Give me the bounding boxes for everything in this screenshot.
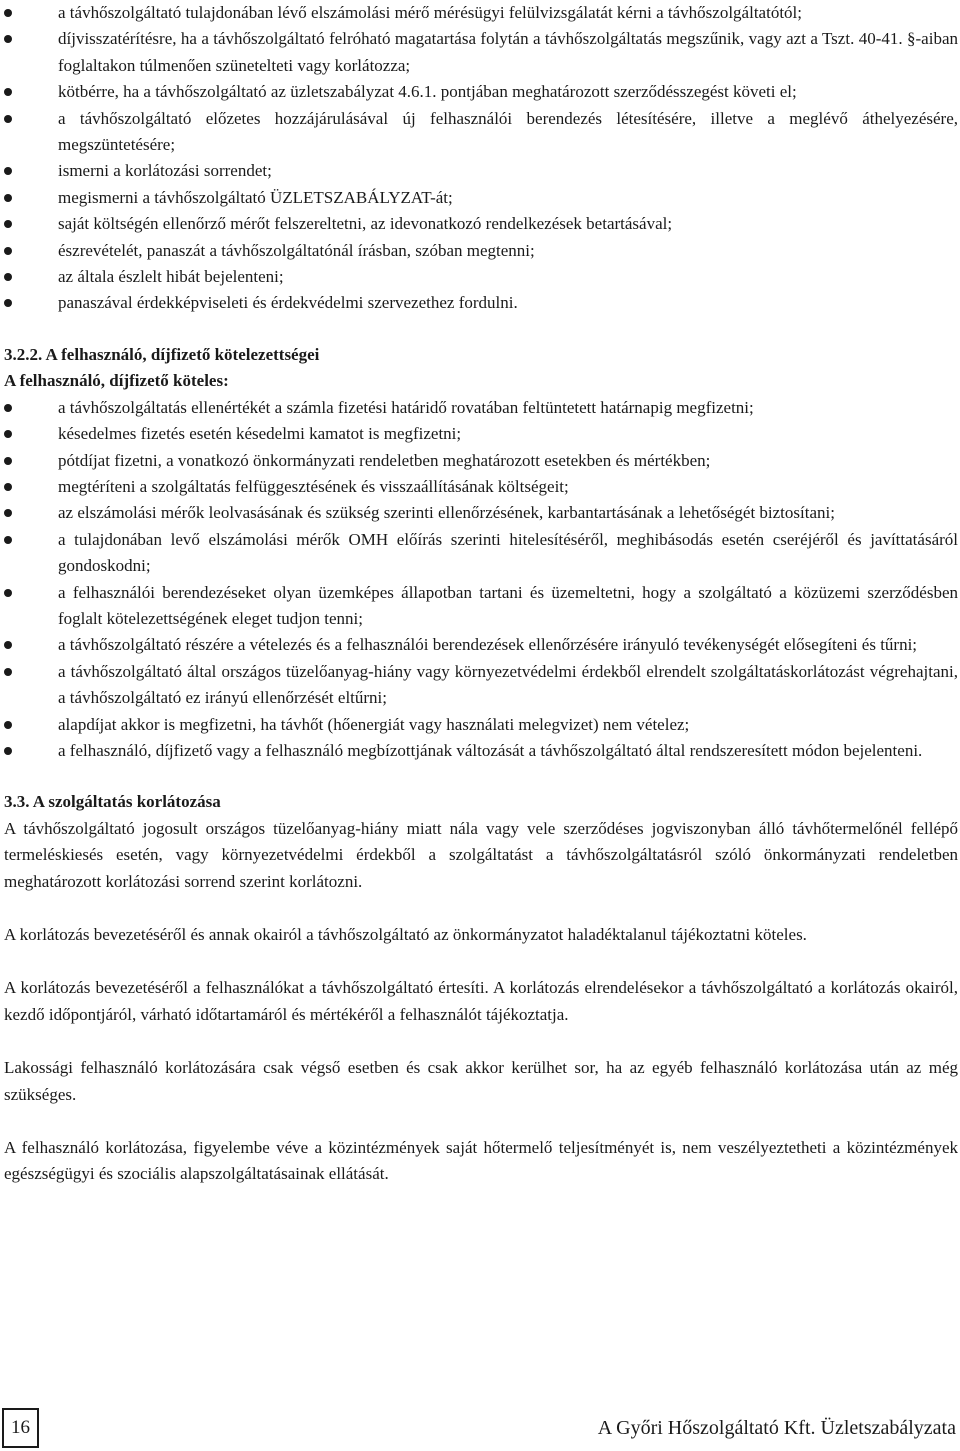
paragraph: A korlátozás bevezetéséről és annak okairól a távhőszolgáltató az önkormányzatot haladéktalanul tájékoztatni köteles. bbox=[4, 925, 807, 944]
obligations-list bbox=[4, 395, 958, 765]
list-item: a távhőszolgáltatás ellenértékét a számla fizetési határidő rovatában feltüntetett határnapig megfizetni; bbox=[4, 395, 958, 421]
list-item: a távhőszolgáltató által országos tüzelőanyag-hiány vagy környezetvédelmi érdekből elrendelt szolgáltatáskorlátozást végrehajtani, a távhőszolgáltató ez irányú ellenőrzését eltűrni; bbox=[4, 659, 958, 712]
paragraph: A távhőszolgáltató jogosult országos tüzelőanyag-hiány miatt nála vagy vele szerződéses jogviszonyban álló távhőtermelőnél fellépő termeléskiesés esetén, vagy környezetvédelmi érdekből a szolgáltatást a távhőszolgáltatásról szóló önkormányzati rendeletben meghatározott korlátozási sorrend szerint korlátozni. bbox=[4, 818, 958, 891]
list-item: a távhőszolgáltató tulajdonában lévő elszámolási mérő mérésügyi felülvizsgálatát kérni a távhőszolgáltatótól; bbox=[4, 0, 958, 26]
section-heading: 3.3. A szolgáltatás korlátozása bbox=[4, 792, 221, 812]
list-item: díjvisszatérítésre, ha a távhőszolgáltató felróható magatartása folytán a távhőszolgáltatás megszűnik, vagy azt a Tszt. 40-41. §-aiban foglaltakon túlmenően szünetelteti vagy korlátozza; bbox=[4, 26, 958, 79]
paragraph: Lakossági felhasználó korlátozására csak végső esetben és csak akkor kerülhet sor, ha az egyéb felhasználó korlátozása után az még szükséges. bbox=[4, 1058, 958, 1104]
list-item: kötbérre, ha a távhőszolgáltató az üzletszabályzat 4.6.1. pontjában meghatározott szerződésszegést követi el; bbox=[4, 79, 958, 105]
page-number: 16 bbox=[2, 1408, 39, 1448]
list-item: késedelmes fizetés esetén késedelmi kamatot is megfizetni; bbox=[4, 421, 958, 447]
list-item: megismerni a távhőszolgáltató ÜZLETSZABÁLYZAT-át; bbox=[4, 185, 958, 211]
list-item: az elszámolási mérők leolvasásának és szükség szerinti ellenőrzésének, karbantartásának a lehetőségét biztosítani; bbox=[4, 500, 958, 526]
rights-list bbox=[4, 0, 958, 317]
list-item: alapdíjat akkor is megfizetni, ha távhőt (hőenergiát vagy használati melegvizet) nem vételez; bbox=[4, 712, 958, 738]
list-item: pótdíjat fizetni, a vonatkozó önkormányzati rendeletben meghatározott esetekben és mértékben; bbox=[4, 448, 958, 474]
list-item: panaszával érdekképviseleti és érdekvédelmi szervezethez fordulni. bbox=[4, 290, 958, 316]
list-item: a távhőszolgáltató előzetes hozzájárulásával új felhasználói berendezés létesítésére, illetve a meglévő áthelyezésére, megszüntetésére; bbox=[4, 106, 958, 159]
list-item: észrevételét, panaszát a távhőszolgáltatónál írásban, szóban megtenni; bbox=[4, 238, 958, 264]
list-item: ismerni a korlátozási sorrendet; bbox=[4, 158, 958, 184]
list-item: a távhőszolgáltató részére a vételezés és a felhasználói berendezések ellenőrzésére irányuló tevékenységét elősegíteni és tűrni; bbox=[4, 632, 958, 658]
document-page bbox=[4, 0, 958, 1188]
paragraph: A felhasználó korlátozása, figyelembe véve a közintézmények saját hőtermelő teljesítményét is, nem veszélyeztetheti a közintézmények egészségügyi és szociális alapszolgáltatásainak ellátását. bbox=[4, 1138, 958, 1184]
section-heading: 3.2.2. A felhasználó, díjfizető kötelezettségei bbox=[4, 344, 320, 364]
section-3-3 bbox=[4, 789, 958, 1187]
list-item: a felhasználó, díjfizető vagy a felhasználó megbízottjának változását a távhőszolgáltató által rendszeresített módon bejelenteni. bbox=[4, 738, 958, 764]
list-item: a tulajdonában levő elszámolási mérők OMH előírás szerinti hitelesítéséről, meghibásodás esetén cseréjéről és javíttatásáról gondoskodni; bbox=[4, 527, 958, 580]
section-3-2-2 bbox=[4, 342, 958, 765]
list-item: saját költségén ellenőrző mérőt felszereltetni, az idevonatkozó rendelkezések betartásával; bbox=[4, 211, 958, 237]
section-subheading: A felhasználó, díjfizető köteles: bbox=[4, 371, 229, 391]
list-item: az általa észlelt hibát bejelenteni; bbox=[4, 264, 958, 290]
footer-title: A Győri Hőszolgáltató Kft. Üzletszabályzata bbox=[597, 1417, 956, 1439]
paragraph: A korlátozás bevezetéséről a felhasználókat a távhőszolgáltató értesíti. A korlátozás elrendelésekor a távhőszolgáltató a korlátozás okairól, kezdő időpontjáról, várható időtartamáról és mértékéről a felhasználót tájékoztatja. bbox=[4, 978, 958, 1024]
page-footer bbox=[0, 1408, 960, 1448]
list-item: a felhasználói berendezéseket olyan üzemképes állapotban tartani és üzemeltetni, hogy a szolgáltató a közüzemi szerződésben foglalt kötelezettségének eleget tudjon tenni; bbox=[4, 580, 958, 633]
list-item: megtéríteni a szolgáltatás felfüggesztésének és visszaállításának költségeit; bbox=[4, 474, 958, 500]
